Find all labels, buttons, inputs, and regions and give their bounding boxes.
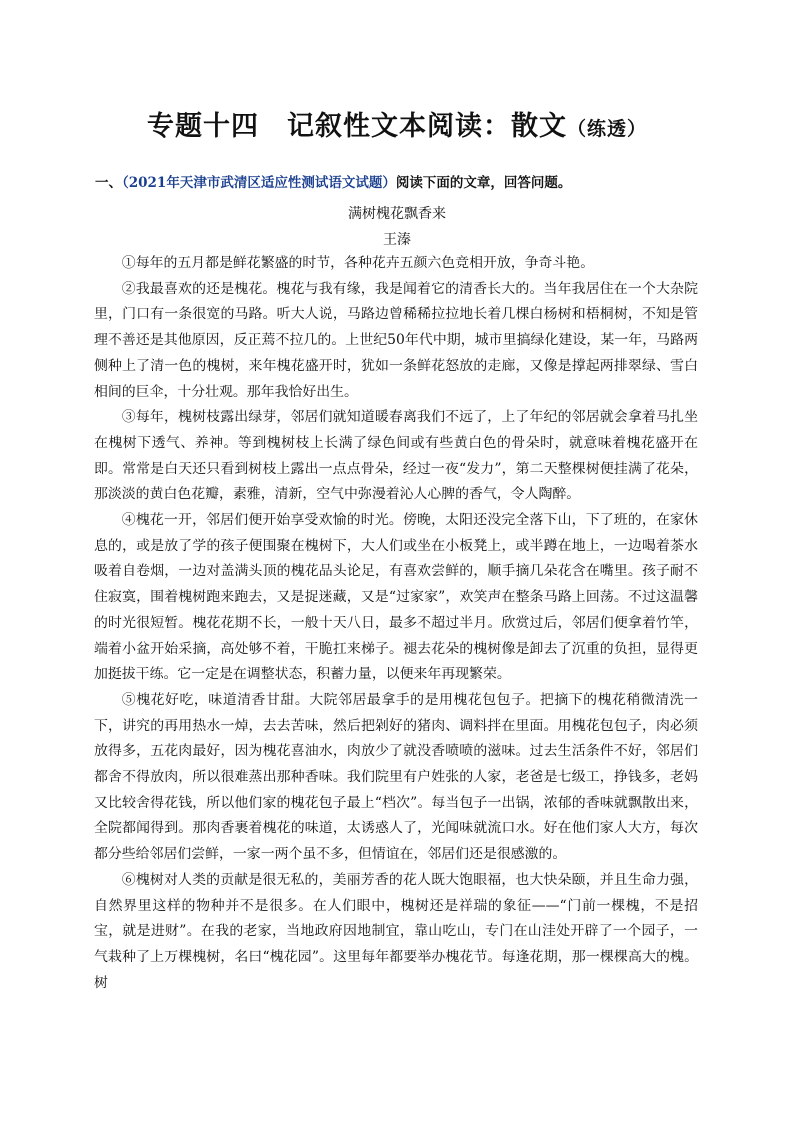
paragraph-2: ②我最喜欢的还是槐花。槐花与我有缘，我是闻着它的清香长大的。当年我居住在一个大杂院里，门口有一条很宽的马路。听大人说，马路边曾稀稀拉拉地长着几棵白杨树和梧桐树，不知是管理不善还是其他原因，反正蔫不拉几的。上世纪50年代中期，城市里搞绿化建设，某一年，马路两侧种上了清一色的槐树，来年槐花盛开时，犹如一条鲜花怒放的走廊，又像是撑起两排翠绿、雪白相间的巨伞，十分壮观。那年我恰好出生。	[94, 280, 698, 400]
title-suffix: （练透）	[566, 118, 647, 140]
paragraph-6: ⑥槐树对人类的贡献是很无私的，美丽芳香的花人既大饱眼福，也大快朵颐，并且生命力强，自然界里这样的物种并不是很多。在人们眼中，槐树还是祥瑞的象征——“门前一棵槐，不是招宝，就是进财”。在我的老家，当地政府因地制宜，靠山吃山，专门在山洼处开辟了一个园子，一气栽种了上万棵槐树，名曰“槐花园”。这里每年都要举办槐花节。每逢花期，那一棵棵高大的槐。树	[94, 871, 698, 991]
paragraph-3: ③每年，槐树枝露出绿芽，邻居们就知道暖春离我们不远了，上了年纪的邻居就会拿着马扎坐在槐树下透气、养神。等到槐树枝上长满了绿色间或有些黄白色的骨朵时，就意味着槐花盛开在即。常常是白天还只看到树枝上露出一点点骨朵，经过一夜“发力”，第二天整棵树便挂满了花朵，那淡淡的黄白色花瓣，素雅，清新，空气中弥漫着沁人心脾的香气，令人陶醉。	[94, 409, 698, 503]
title-main: 专题十四 记叙性文本阅读：散文	[146, 111, 567, 142]
question-number: 一、	[95, 175, 122, 191]
paragraph-5: ⑤槐花好吃，味道清香甘甜。大院邻居最拿手的是用槐花包包子。把摘下的槐花稍微清洗一下，讲究的再用热水一焯，去去苦味，然后把剁好的猪肉、调料拌在里面。用槐花包包子，肉必须放得多，五花肉最好，因为槐花喜油水，肉放少了就没香喷喷的滋味。过去生活条件不好，邻居们都舍不得放肉，所以很难蒸出那种香味。我们院里有户姓张的人家，老爸是七级工，挣钱多，老妈又比较舍得花钱，所以他们家的槐花包子最上“档次”。每当包子一出锅，浓郁的香味就飘散出来，全院都闻得到。那肉香裹着槐花的味道，太诱惑人了，光闻味就流口水。好在他们家人大方，每次都分些给邻居们尝鲜，一家一两个虽不多，但情谊在，邻居们还是很感激的。	[94, 691, 698, 863]
paragraph-1: ①每年的五月都是鲜花繁盛的时节，各种花卉五颜六色竞相开放，争奇斗艳。	[121, 255, 595, 271]
article-title: 满树槐花飘香来	[348, 206, 446, 222]
article-author: 王溱	[383, 232, 411, 248]
question-source: （2021年天津市武清区适应性测试语文试题）	[122, 175, 396, 191]
question-heading	[95, 171, 715, 191]
article-body	[94, 251, 698, 996]
question-instruction: 阅读下面的文章，回答问题。	[395, 175, 572, 191]
paragraph-4: ④槐花一开，邻居们便开始享受欢愉的时光。傍晚，太阳还没完全落下山，下了班的，在家休息的，或是放了学的孩子便围聚在槐树下，大人们或坐在小板凳上，或半蹲在地上，一边喝着茶水吸着自卷烟，一边对盖满头顶的槐花品头论足，有喜欢尝鲜的，顺手摘几朵花含在嘴里。孩子耐不住寂寞，围着槐树跑来跑去，又是捉迷藏，又是“过家家”，欢笑声在整条马路上回荡。不过这温馨的时光很短暂。槐花花期不长，一般十天八日，最多不超过半月。欣赏过后，邻居们便拿着竹竿，端着小盆开始采摘，高处够不着，干脆扛来梯子。褪去花朵的槐树像是卸去了沉重的负担，显得更加挺拔干练。它一定是在调整状态，积蓄力量，以便来年再现繁荣。	[94, 512, 698, 683]
page-title	[0, 104, 794, 143]
